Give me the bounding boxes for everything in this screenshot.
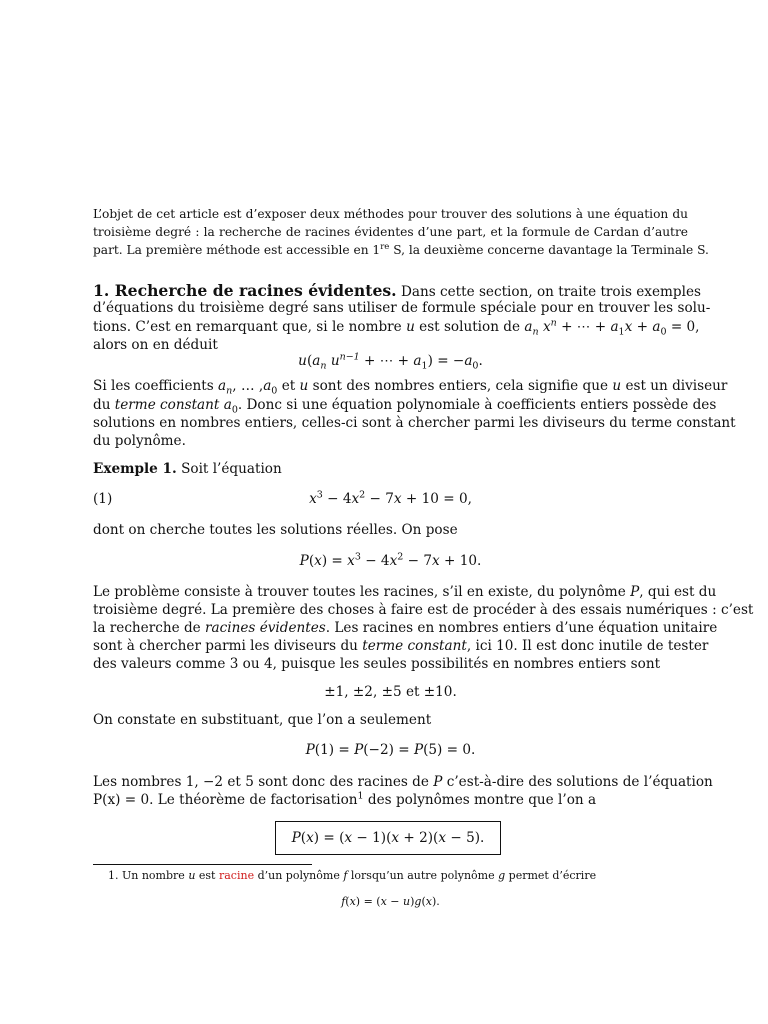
intro-line-1: L’objet de cet article est d’exposer deux méthodes pour trouver des solutions à une équation du bbox=[93, 207, 688, 221]
roots-equation: P(1) = P(−2) = P(5) = 0. bbox=[305, 742, 476, 758]
text: Le problème consiste à trouver toutes les racines, s’il en existe, du polynôme bbox=[93, 584, 626, 600]
text: sont à chercher parmi les diviseurs du bbox=[93, 638, 358, 654]
text: , ici 10. Il est donc inutile de tester bbox=[466, 638, 709, 654]
polynomial-definition: $P(x) = x^3 - 4x^2 - 7x + 10$. bbox=[299, 551, 482, 569]
footnote-text: 1. Un nombre u est racine d’un polynôme f lorsqu’un autre polynôme g permet d’écrire bbox=[108, 869, 597, 882]
divisors-list: ±1, ±2, ±5 et ±10. bbox=[324, 684, 457, 700]
section-1-p2-line-4: du polynôme. bbox=[93, 433, 186, 449]
text: tions. C’est en remarquant que, si le nombre bbox=[93, 319, 402, 335]
example-p1-line-4 bbox=[93, 638, 709, 654]
text: sont des nombres entiers, cela signifie que bbox=[312, 378, 609, 394]
footnote-number: 1. bbox=[108, 869, 119, 882]
text: d’un polynôme bbox=[257, 869, 340, 882]
example-p1-line-1: Le problème consiste à trouver toutes les racines, s’il en existe, du polynôme P, qui est du bbox=[93, 584, 717, 600]
equation-1: $x^3 - 4x^2 - 7x + 10 = 0$, bbox=[309, 489, 472, 507]
text: . Donc si une équation polynomiale à coefficients entiers possède des bbox=[237, 397, 717, 413]
factorization-box bbox=[275, 821, 501, 855]
text: est un diviseur bbox=[625, 378, 728, 394]
text: , qui est du bbox=[639, 584, 717, 600]
emphasis: terme constant bbox=[114, 397, 220, 413]
after-equation: dont on cherche toutes les solutions réelles. On pose bbox=[93, 522, 458, 538]
intro-text-end: S, la deuxième concerne davantage la Terminale S. bbox=[389, 243, 709, 257]
example-p1-line-2: troisième degré. La première des choses à faire est de procéder à des essais numériques : c’est bbox=[93, 602, 754, 618]
example-p2-line-1: Les nombres 1, −2 et 5 sont donc des racines de P c’est-à-dire des solutions de l’équation bbox=[93, 774, 713, 790]
text: Un nombre bbox=[122, 869, 185, 882]
example-p1-line-3 bbox=[93, 620, 718, 636]
text: permet d’écrire bbox=[508, 869, 597, 882]
example-p1-line-5: des valeurs comme 3 ou 4, puisque les seules possibilités en nombres entiers sont bbox=[93, 656, 661, 672]
section-text: Dans cette section, on traite trois exemples bbox=[400, 284, 701, 300]
section-1-p2-line-2: du terme constant $a_0$. Donc si une équation polynomiale à coefficients entiers possède des bbox=[93, 397, 717, 416]
racine-link[interactable]: racine bbox=[218, 869, 255, 882]
text: Si les coefficients bbox=[93, 378, 214, 394]
footnote-equation: f(x) = (x − u)g(x). bbox=[341, 895, 440, 908]
footnote-rule bbox=[93, 864, 312, 865]
section-1-p2-line-1: Si les coefficients $a_n$, … $,a_0$ et u sont des nombres entiers, cela signifie que u est un diviseur bbox=[93, 378, 728, 397]
section-1-line-3: tions. C’est en remarquant que, si le nombre u est solution de $a_n$ $x^n$ + ⋯ + $a_1x + a_0 = 0$, bbox=[93, 317, 700, 338]
intro-sup: re bbox=[380, 241, 390, 252]
example-1-heading bbox=[93, 461, 688, 477]
text: Soit l’équation bbox=[181, 461, 282, 477]
factorization-formula: P(x) = (x − 1)(x + 2)(x − 5). bbox=[291, 830, 485, 846]
section-heading: 1. Recherche de racines évidentes. bbox=[93, 281, 397, 300]
section-1-line-2: d’équations du troisième degré sans utiliser de formule spéciale pour en trouver les solu- bbox=[93, 300, 711, 316]
text: . Les racines en nombres entiers d’une équation unitaire bbox=[325, 620, 718, 636]
text: du bbox=[93, 397, 111, 413]
text: est bbox=[198, 869, 216, 882]
text: lorsqu’un autre polynôme bbox=[350, 869, 495, 882]
intro-line-3 bbox=[93, 241, 709, 257]
section-1-first-line bbox=[93, 281, 701, 300]
text: P(x) = 0. Le théorème de factorisation bbox=[93, 792, 358, 808]
substitution-text: On constate en substituant, que l’on a seulement bbox=[93, 712, 432, 728]
text: Les nombres 1, −2 et 5 sont donc des racines de bbox=[93, 774, 429, 790]
section-1-line-4: alors on en déduit bbox=[93, 337, 218, 353]
intro-line-2: troisième degré : la recherche de racines évidentes d’une part, et la formule de Cardan d’autre bbox=[93, 225, 688, 239]
emphasis: terme constant bbox=[362, 638, 467, 654]
footnote-marker[interactable]: 1 bbox=[357, 790, 364, 802]
equation-label: (1) bbox=[93, 491, 113, 507]
text: est solution de bbox=[419, 319, 521, 335]
example-p2-line-2 bbox=[93, 792, 688, 808]
example-title: Exemple 1. bbox=[93, 461, 177, 477]
section-1-p2-line-3: solutions en nombres entiers, celles-ci sont à chercher parmi les diviseurs du terme constant bbox=[93, 415, 736, 431]
text: et bbox=[281, 378, 296, 394]
equation-u: $u(a_n$ $u^{n-1}$ + ⋯ + $a_1) = -a_0$. bbox=[298, 351, 483, 372]
text: la recherche de bbox=[93, 620, 201, 636]
intro-text: part. La première méthode est accessible en 1 bbox=[93, 243, 381, 257]
text: des polynômes montre que l’on a bbox=[363, 792, 597, 808]
emphasis: racines évidentes bbox=[205, 620, 326, 636]
text: c’est-à-dire des solutions de l’équation bbox=[446, 774, 713, 790]
